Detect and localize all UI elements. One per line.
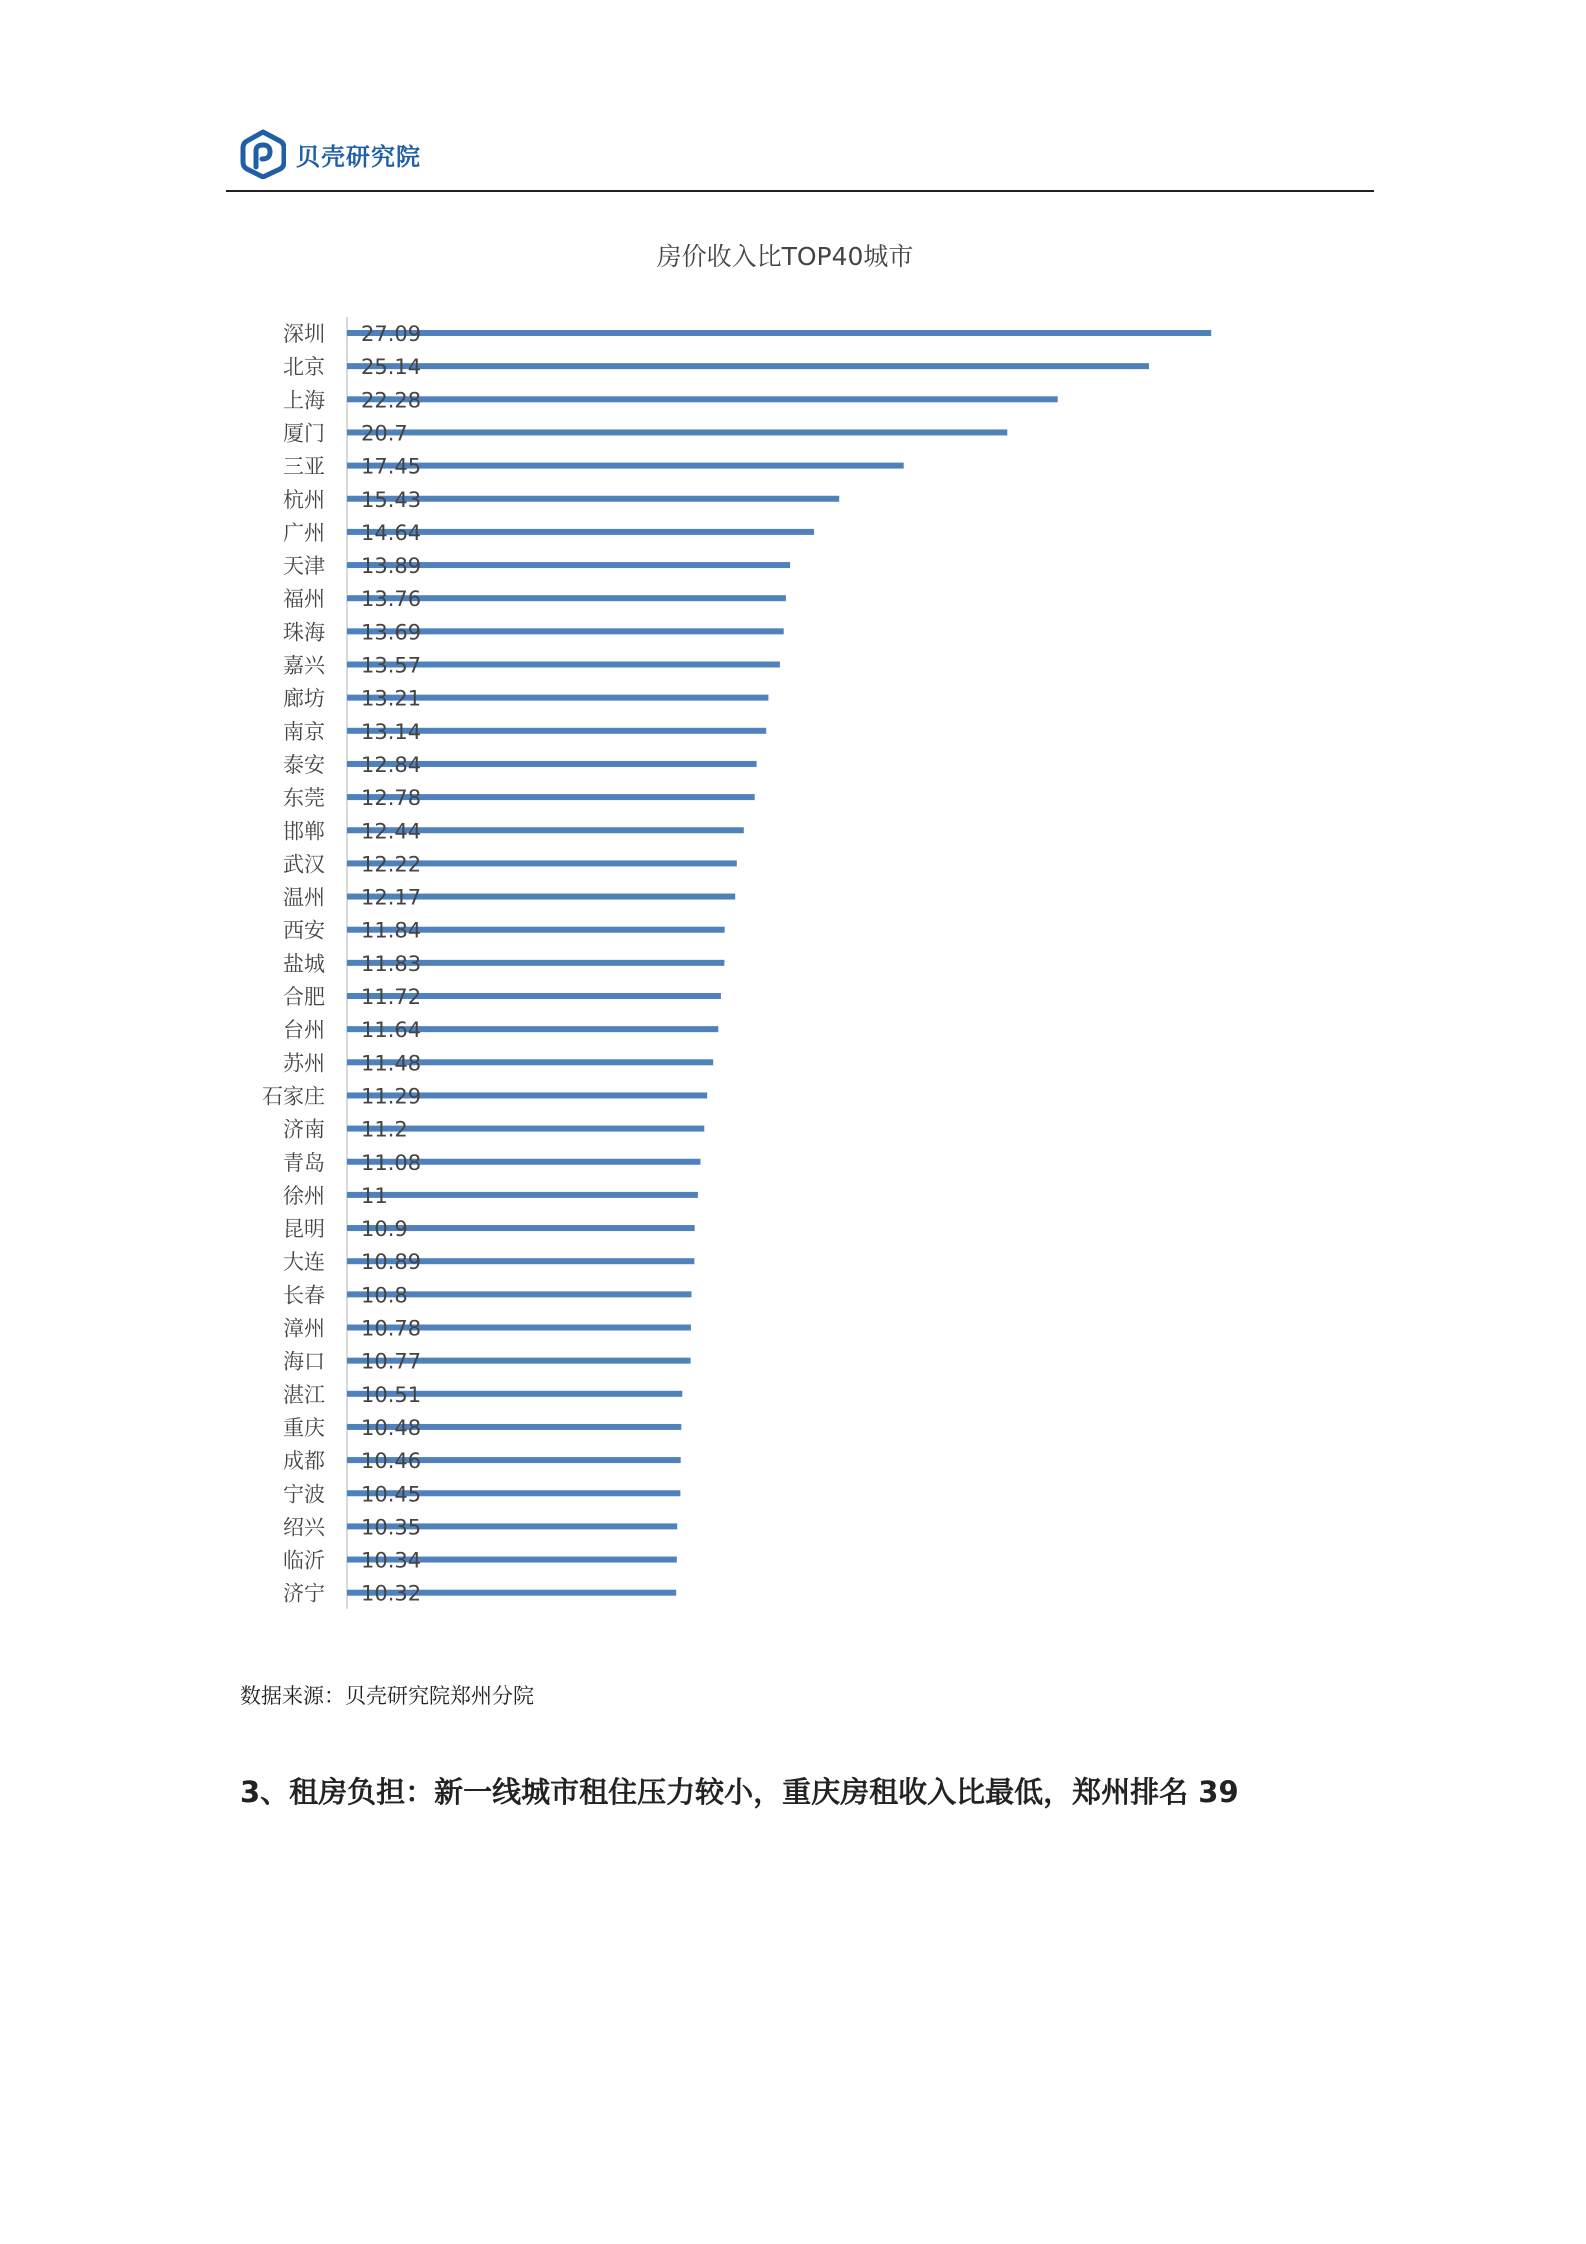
category-label: 南京 [283, 719, 325, 744]
data-label: 11.83 [361, 951, 422, 976]
data-label: 10.51 [361, 1382, 422, 1407]
bar [347, 1192, 698, 1198]
category-label: 西安 [283, 918, 325, 943]
category-label: 台州 [283, 1018, 325, 1043]
bar [347, 330, 1211, 336]
bar [347, 363, 1149, 369]
category-label: 宁波 [283, 1482, 325, 1507]
category-label: 石家庄 [262, 1084, 325, 1109]
data-label: 25.14 [361, 355, 422, 380]
data-label: 11.84 [361, 918, 422, 943]
data-label: 10.35 [361, 1515, 422, 1540]
data-label: 11 [361, 1183, 388, 1208]
data-label: 12.17 [361, 885, 422, 910]
data-label: 17.45 [361, 454, 422, 479]
data-label: 11.29 [361, 1084, 422, 1109]
category-label: 杭州 [283, 487, 325, 512]
data-label: 13.89 [361, 554, 422, 579]
data-label: 10.34 [361, 1548, 422, 1573]
category-label: 深圳 [283, 322, 325, 346]
category-label: 长春 [283, 1283, 325, 1308]
category-label: 合肥 [283, 985, 325, 1009]
data-label: 11.72 [361, 985, 422, 1009]
category-label: 济宁 [283, 1581, 325, 1606]
category-label: 昆明 [283, 1217, 325, 1242]
data-label: 12.22 [361, 852, 422, 877]
category-label: 漳州 [283, 1316, 325, 1341]
category-label: 大连 [283, 1250, 325, 1275]
data-label: 13.76 [361, 587, 422, 612]
category-label: 邯郸 [283, 819, 325, 844]
data-label: 11.48 [361, 1051, 422, 1076]
category-label: 北京 [283, 355, 325, 380]
data-label: 15.43 [361, 487, 422, 512]
data-label: 10.9 [361, 1217, 408, 1242]
category-label: 厦门 [283, 421, 325, 446]
data-label: 11.2 [361, 1117, 408, 1142]
bars-layer [262, 317, 1211, 1609]
chart-title: 房价收入比TOP40城市 [656, 242, 914, 271]
section-heading: 3、租房负担：新一线城市租住压力较小，重庆房租收入比最低，郑州排名 39 [240, 1775, 1239, 1809]
category-label: 湛江 [283, 1382, 325, 1407]
data-label: 13.57 [361, 653, 422, 678]
category-label: 苏州 [283, 1051, 325, 1076]
category-label: 武汉 [283, 852, 325, 877]
category-label: 泰安 [283, 752, 325, 777]
data-label: 27.09 [361, 322, 422, 346]
data-label: 13.21 [361, 686, 422, 711]
category-label: 三亚 [283, 454, 325, 479]
data-label: 11.64 [361, 1018, 422, 1043]
category-label: 青岛 [283, 1150, 325, 1175]
data-label: 10.89 [361, 1250, 422, 1275]
category-label: 海口 [283, 1349, 325, 1374]
category-label: 济南 [283, 1117, 325, 1142]
category-label: 绍兴 [283, 1515, 325, 1540]
data-label: 10.46 [361, 1449, 422, 1474]
category-label: 重庆 [283, 1415, 325, 1440]
source-note: 数据来源：贝壳研究院郑州分院 [240, 1684, 534, 1708]
category-label: 成都 [283, 1449, 325, 1474]
category-label: 盐城 [283, 951, 325, 976]
data-label: 10.8 [361, 1283, 408, 1308]
data-label: 22.28 [361, 388, 422, 413]
data-label: 14.64 [361, 520, 422, 545]
data-label: 11.08 [361, 1150, 422, 1175]
data-label: 10.48 [361, 1415, 422, 1440]
category-label: 上海 [283, 388, 325, 413]
category-label: 福州 [283, 587, 325, 612]
category-label: 嘉兴 [283, 653, 325, 678]
category-label: 珠海 [283, 620, 325, 645]
category-label: 温州 [283, 885, 325, 910]
category-label: 天津 [283, 554, 325, 579]
data-label: 10.45 [361, 1482, 422, 1507]
data-label: 10.78 [361, 1316, 422, 1341]
category-label: 廊坊 [283, 686, 325, 711]
data-label: 12.78 [361, 786, 422, 811]
data-label: 12.84 [361, 752, 422, 777]
category-label: 徐州 [283, 1183, 325, 1208]
brand-text: 贝壳研究院 [296, 142, 421, 171]
bar [347, 429, 1007, 435]
category-label: 广州 [283, 520, 325, 545]
data-label: 20.7 [361, 421, 408, 446]
data-label: 13.69 [361, 620, 422, 645]
data-label: 12.44 [361, 819, 422, 844]
data-label: 10.77 [361, 1349, 422, 1374]
bar [347, 396, 1058, 402]
category-label: 东莞 [283, 786, 325, 811]
bar [347, 463, 904, 469]
data-label: 10.32 [361, 1581, 422, 1606]
data-label: 13.14 [361, 719, 422, 744]
category-label: 临沂 [283, 1548, 325, 1573]
